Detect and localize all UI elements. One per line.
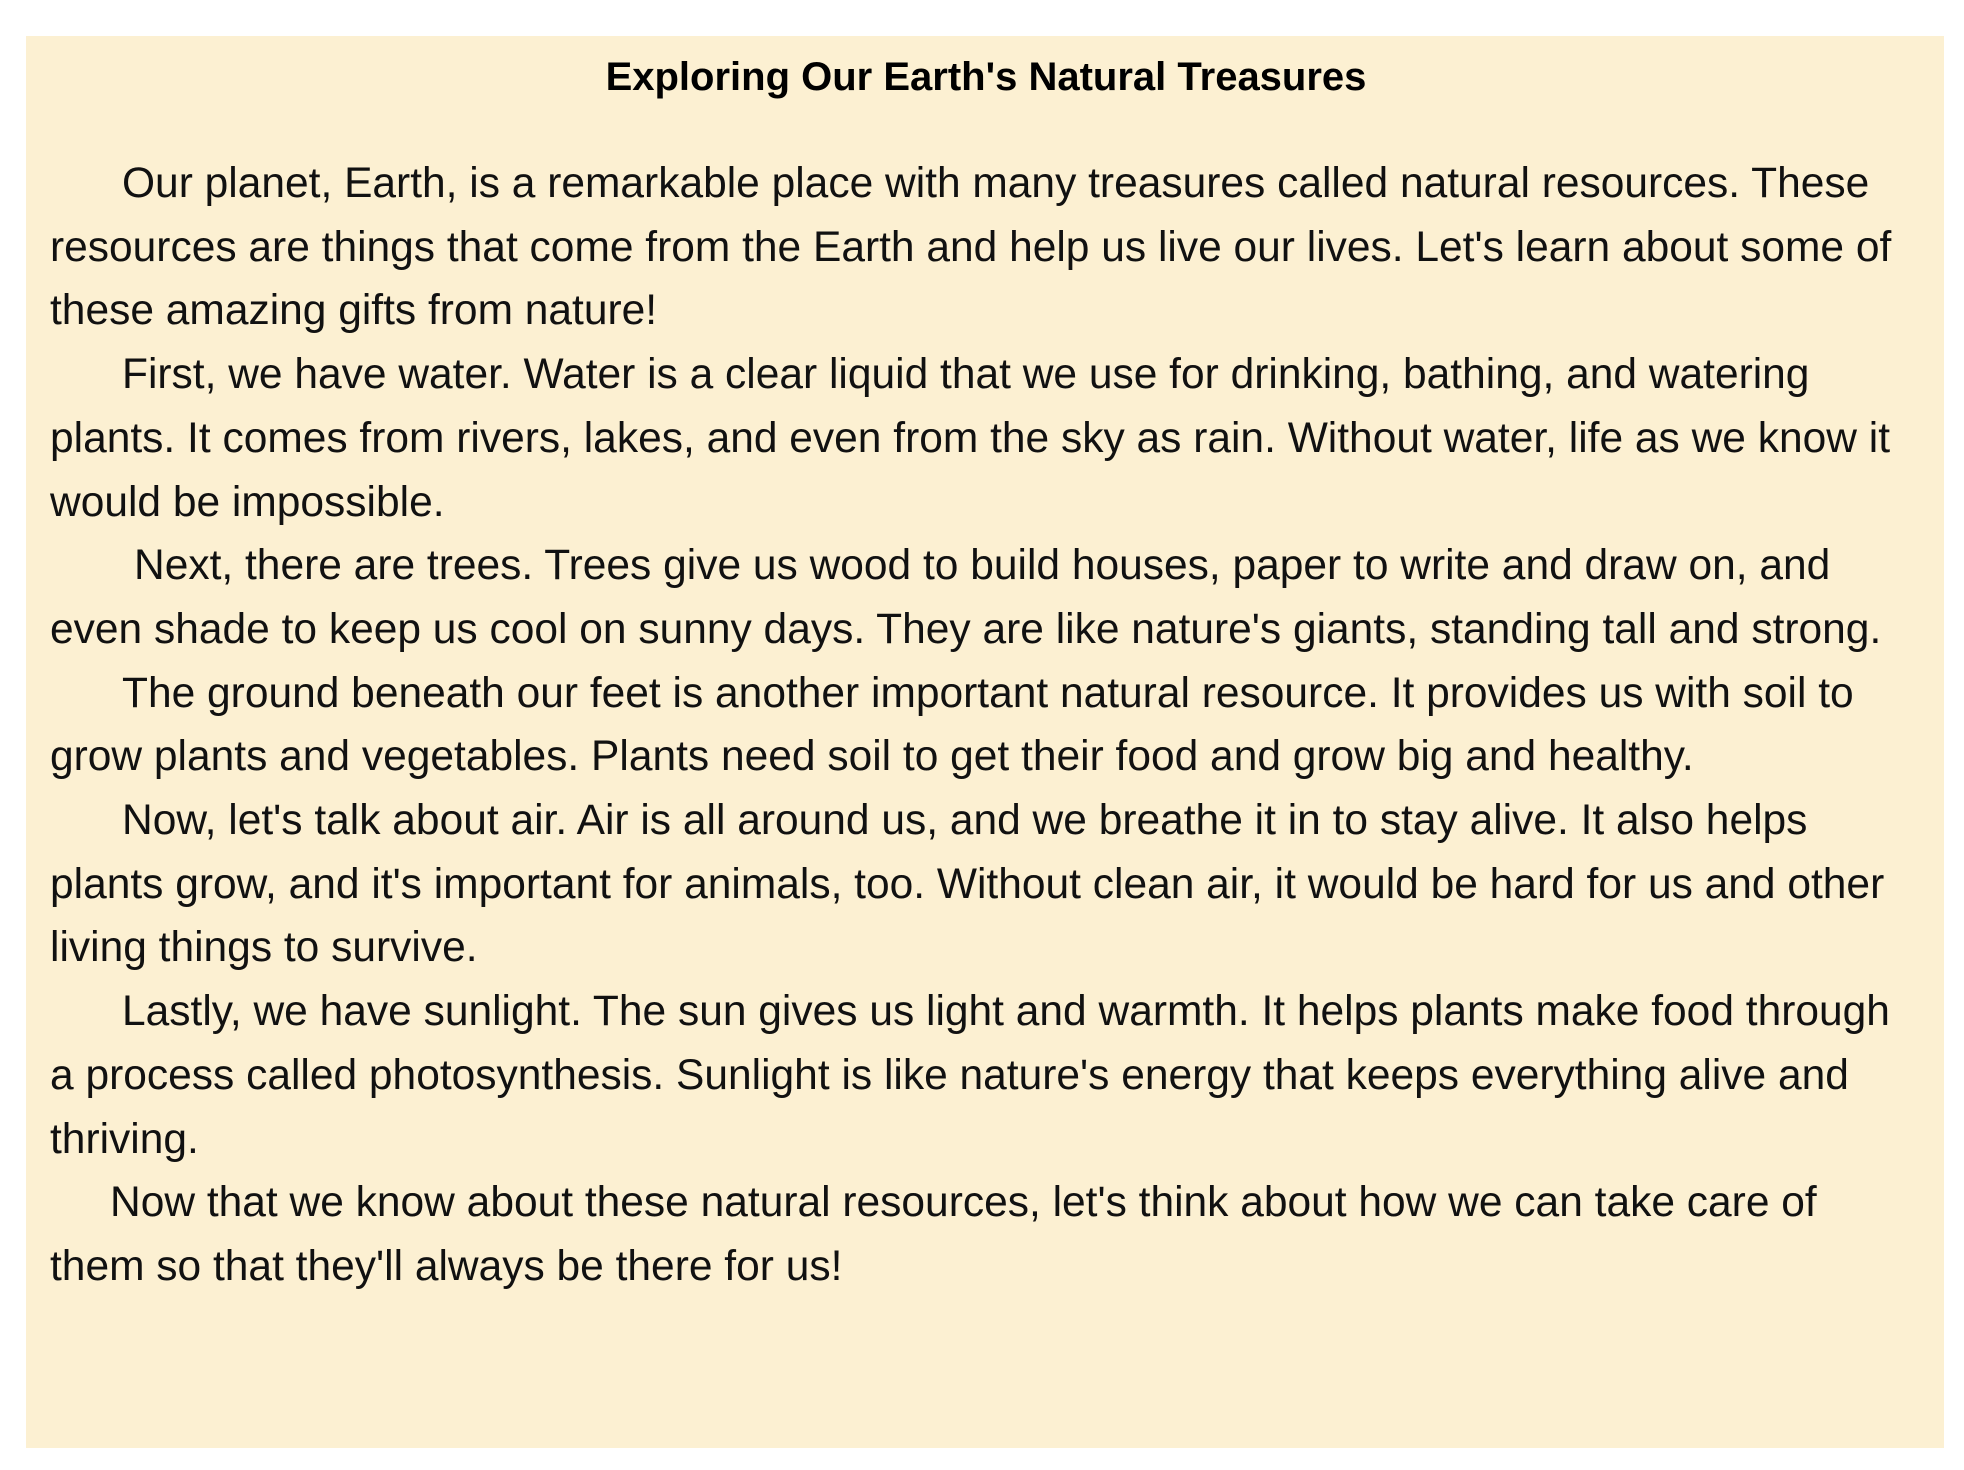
passage-title: Exploring Our Earth's Natural Treasures <box>605 55 1367 99</box>
paragraph-sunlight: Lastly, we have sunlight. The sun gives us light and warmth. It helps plants make food through a process called photosynthesis. Sunlight is like nature's energy that keeps everything alive and thriving. <box>50 988 1890 1163</box>
paragraph-conclusion: Now that we know about these natural resources, let's think about how we can take care of them so that they'll always be there for us! <box>50 1179 1817 1290</box>
paragraph-intro: Our planet, Earth, is a remarkable place with many treasures called natural resources. These resources are things that come from the Earth and help us live our lives. Let's learn about some of these amazing gifts from nature! <box>50 160 1892 335</box>
paragraph-trees: Next, there are trees. Trees give us wood to build houses, paper to write and draw on, and even shade to keep us cool on sunny days. They are like nature's giants, standing tall and strong. <box>50 542 1882 653</box>
paragraph-water: First, we have water. Water is a clear liquid that we use for drinking, bathing, and watering plants. It comes from rivers, lakes, and even from the sky as rain. Without water, life as we know it would be impossible. <box>50 351 1891 526</box>
paragraph-soil: The ground beneath our feet is another important natural resource. It provides us with soil to grow plants and vegetables. Plants need soil to get their food and grow big and healthy. <box>50 669 1854 781</box>
reading-passage-panel <box>26 36 1944 1448</box>
paragraph-air: Now, let's talk about air. Air is all around us, and we breathe it in to stay alive. It also helps plants grow, and it's important for animals, too. Without clean air, it would be hard for us and other living things to survive. <box>50 797 1885 972</box>
